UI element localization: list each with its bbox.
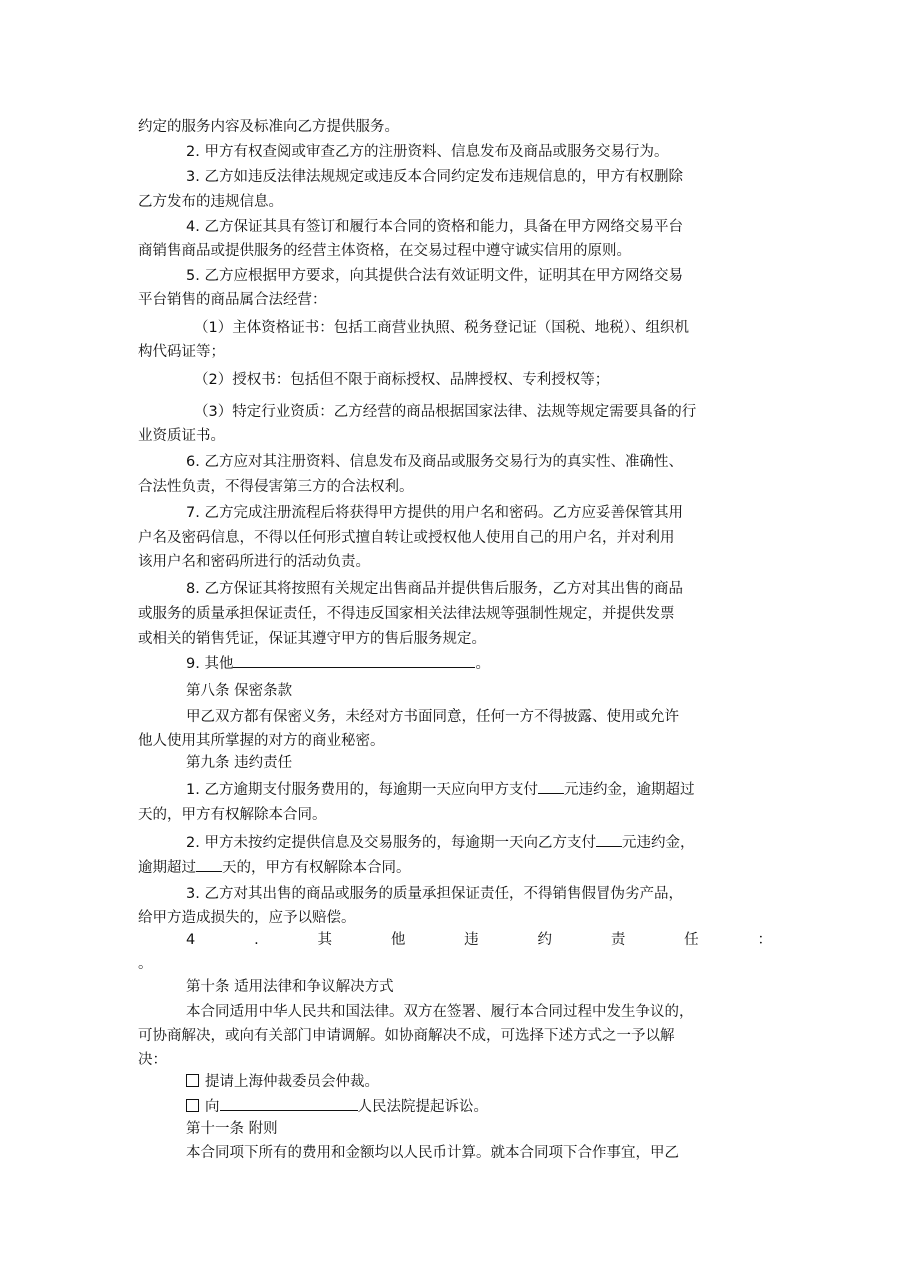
spaced-char: 其 [317, 932, 332, 948]
fill-blank [220, 1096, 358, 1111]
clause-text: 1. 乙方逾期支付服务费用的，每逾期一天应向甲方支付 [186, 782, 538, 798]
spaced-char: 他 [390, 932, 406, 948]
clause-9-1 [186, 779, 694, 801]
text-line: 给甲方造成损失的，应予以赔偿。 [138, 910, 356, 926]
article-9-heading: 第九条 违约责任 [186, 755, 293, 771]
sub-item-1: （1）主体资格证书：包括工商营业执照、税务登记证（国税、地税）、组织机 [194, 320, 689, 336]
clause-7-5: 5. 乙方应根据甲方要求，向其提供合法有效证明文件，证明其在甲方网络交易 [186, 268, 683, 284]
checkbox-litigation[interactable] [186, 1099, 199, 1112]
text-line: 乙方发布的违规信息。 [138, 194, 283, 210]
text-line: 该用户名和密码所进行的活动负责。 [138, 554, 370, 570]
fill-blank [538, 779, 564, 794]
text-line: 。 [138, 956, 153, 972]
clause-7-3: 3. 乙方如违反法律法规规定或违反本合同约定发布违规信息的，甲方有权删除 [186, 169, 683, 185]
text-line: 平台销售的商品属合法经营： [138, 292, 327, 308]
text-line: 合法性负责，不得侵害第三方的合法权利。 [138, 479, 414, 495]
text-line: 甲乙双方都有保密义务，未经对方书面同意，任何一方不得披露、使用或允许 [186, 709, 679, 725]
clause-9-2 [186, 832, 694, 854]
sub-item-3: （3）特定行业资质：乙方经营的商品根据国家法律、法规等规定需要具备的行 [194, 404, 697, 420]
clause-text: 逾期超过 [138, 860, 196, 876]
clause-text: 。 [475, 656, 490, 672]
clause-text: 元违约金， [621, 835, 695, 851]
spaced-char: . [254, 932, 259, 948]
sub-item-2: （2）授权书：包括但不限于商标授权、品牌授权、专利授权等； [194, 372, 610, 388]
clause-7-4: 4. 乙方保证其具有签订和履行本合同的资格和能力，具备在甲方网络交易平台 [186, 219, 683, 235]
article-11-heading: 第十一条 附则 [186, 1121, 278, 1137]
option-label: 向 [205, 1099, 220, 1115]
text-line: 本合同项下所有的费用和金额均以人民币计算。就本合同项下合作事宜，甲乙 [186, 1145, 679, 1161]
option-arbitration [186, 1071, 379, 1093]
clause-7-8: 8. 乙方保证其将按照有关规定出售商品并提供售后服务，乙方对其出售的商品 [186, 581, 683, 597]
text-line: 商销售商品或提供服务的经营主体资格，在交易过程中遵守诚实信用的原则。 [138, 243, 631, 259]
fill-blank [596, 832, 622, 847]
clause-7-2: 2. 甲方有权查阅或审查乙方的注册资料、信息发布及商品或服务交易行为。 [186, 144, 669, 160]
clause-7-7: 7. 乙方完成注册流程后将获得甲方提供的用户名和密码。乙方应妥善保管其用 [186, 505, 683, 521]
spaced-char: 4 [186, 932, 196, 948]
text-line: 决： [138, 1052, 167, 1068]
option-label: 提请上海仲裁委员会仲裁。 [205, 1074, 379, 1090]
option-litigation [186, 1096, 488, 1118]
clause-7-9 [186, 653, 490, 675]
option-label: 人民法院提起诉讼。 [357, 1099, 488, 1115]
clause-text: 2. 甲方未按约定提供信息及交易服务的，每逾期一天向乙方支付 [186, 835, 596, 851]
text-line: 构代码证等； [138, 344, 225, 360]
text-line: 户名及密码信息，不得以任何形式擅自转让或授权他人使用自己的用户名，并对利用 [138, 530, 675, 546]
text-line: 天的，甲方有权解除本合同。 [138, 807, 327, 823]
spaced-char: 违 [464, 932, 479, 948]
article-10-heading: 第十条 适用法律和争议解决方式 [186, 979, 394, 995]
text-line: 或服务的质量承担保证责任，不得违反国家相关法律法规等强制性规定，并提供发票 [138, 606, 675, 622]
spaced-char: 责 [610, 932, 626, 948]
text-line: 本合同适用中华人民共和国法律。双方在签署、履行本合同过程中发生争议的， [186, 1004, 694, 1020]
spaced-char: 约 [537, 932, 552, 948]
text-line: 可协商解决，或向有关部门申请调解。如协商解决不成，可选择下述方式之一予以解 [138, 1028, 675, 1044]
fill-blank [196, 857, 222, 872]
text-line: 他人使用其所掌握的对方的商业秘密。 [138, 733, 385, 749]
text-line: 业资质证书。 [138, 428, 225, 444]
clause-9-3: 3. 乙方对其出售的商品或服务的质量承担保证责任，不得销售假冒伪劣产品， [186, 886, 683, 902]
spaced-char: 任 [684, 932, 699, 948]
checkbox-arbitration[interactable] [186, 1074, 199, 1087]
text-line [138, 857, 411, 879]
clause-text: 元违约金，逾期超过 [563, 782, 695, 798]
text-line: 约定的服务内容及标准向乙方提供服务。 [138, 119, 399, 135]
clause-7-6: 6. 乙方应对其注册资料、信息发布及商品或服务交易行为的真实性、准确性、 [186, 454, 683, 470]
spaced-char: ： [757, 932, 772, 948]
fill-blank [233, 653, 475, 668]
clause-text: 天的，甲方有权解除本合同。 [222, 860, 411, 876]
clause-text: 9. 其他 [186, 656, 234, 672]
article-8-heading: 第八条 保密条款 [186, 683, 293, 699]
clause-9-4 [186, 929, 772, 951]
text-line: 或相关的销售凭证，保证其遵守甲方的售后服务规定。 [138, 631, 486, 647]
